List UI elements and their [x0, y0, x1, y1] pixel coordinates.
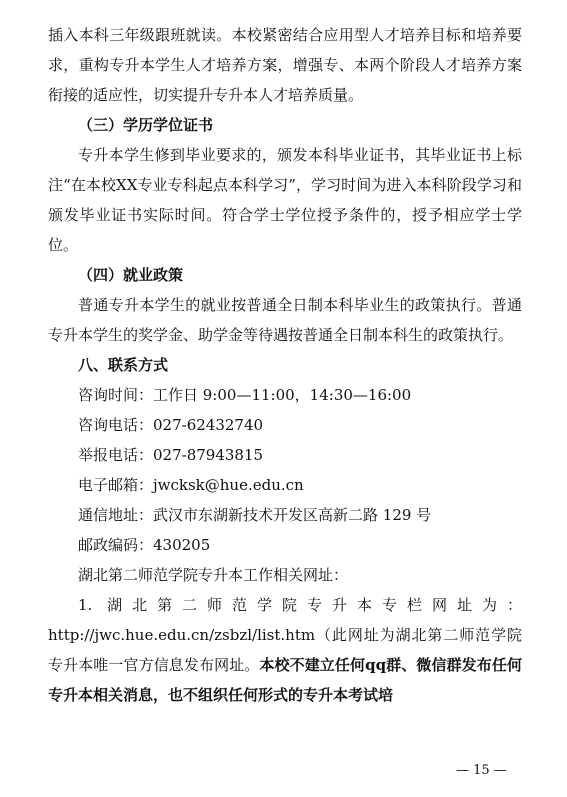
contact-email: 电子邮箱：jwcksk@hue.edu.cn: [78, 476, 304, 494]
document-page: [48, 20, 522, 710]
section-3-body: 专升本学生修到毕业要求的，颁发本科毕业证书，其毕业证书上标注“在本校XX专业专科起点本科学习”，学习时间为进入本科阶段学习和颁发毕业证书实际时间。符合学士学位授予条件的，授予相应学士学位。: [48, 146, 522, 254]
related-sites-title: 湖北第二师范学院专升本工作相关网址：: [78, 566, 349, 584]
contact-report-phone: 举报电话：027-87943815: [78, 446, 264, 464]
section-4-heading: （四）就业政策: [78, 266, 184, 284]
site-1-text: 1. 湖北第二师范学院专升本专栏网址为：http://jwc.hue.edu.cn/zsbzl/list.htm（此网址为湖北第二师范学院专升本唯一官方信息发布网址。: [48, 596, 522, 674]
site-1-notice: 本校不建立任何qq群、微信群发布任何专升本相关消息，也不组织任何形式的专升本考试培: [48, 656, 522, 704]
contact-postcode: 邮政编码：430205: [78, 536, 211, 554]
section-4-body: 普通专升本学生的就业按普通全日制本科毕业生的政策执行。普通专升本学生的奖学金、助学金等待遇按普通全日制本科生的政策执行。: [48, 296, 522, 344]
section-3-heading: （三）学历学位证书: [78, 116, 214, 134]
contact-address: 通信地址：武汉市东湖新技术开发区高新二路 129 号: [78, 506, 432, 524]
site-1-paragraph: [48, 590, 522, 710]
contact-phone: 咨询电话：027-62432740: [78, 416, 264, 434]
contact-hours: 咨询时间：工作日 9:00—11:00，14:30—16:00: [78, 386, 412, 404]
page-number: — 15 —: [456, 763, 507, 778]
intro-paragraph: 插入本科三年级跟班就读。本校紧密结合应用型人才培养目标和培养要求，重构专升本学生人才培养方案，增强专、本两个阶段人才培养方案衔接的适应性，切实提升专升本人才培养质量。: [48, 26, 522, 104]
section-8-heading: 八、联系方式: [78, 356, 169, 374]
